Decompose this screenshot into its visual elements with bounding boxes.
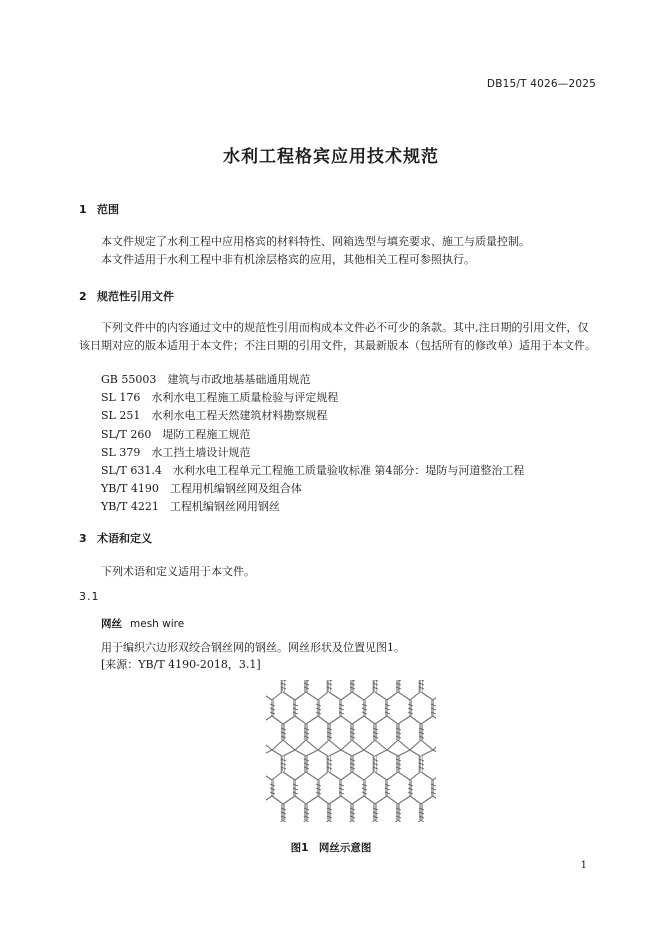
reference-item: SL 251 水利水电工程天然建筑材料勘察规程 <box>101 409 328 423</box>
section-number: 3 <box>79 532 87 545</box>
document-title: 水利工程格宾应用技术规范 <box>223 147 439 167</box>
paragraph: 本文件适用于水利工程中非有机涂层格宾的应用，其他相关工程可参照执行。 <box>101 253 475 266</box>
document-code: DB15/T 4026—2025 <box>486 78 596 90</box>
reference-item: SL 379 水工挡土墙设计规范 <box>101 445 251 459</box>
term-name-en: mesh wire <box>130 618 185 630</box>
term-number: 3.1 <box>79 590 100 603</box>
reference-list <box>101 371 524 517</box>
figure-1 <box>266 680 436 822</box>
term-name-cn: 网丝 <box>101 618 122 630</box>
term-definition: 用于编织六边形双绞合钢丝网的钢丝。网丝形状及位置见图1。 <box>101 641 405 654</box>
section-number: 1 <box>79 203 87 216</box>
figure-caption: 图1 网丝示意图 <box>290 842 372 854</box>
reference-item: YB/T 4190 工程用机编钢丝网及组合体 <box>101 482 302 496</box>
section-title: 范围 <box>97 203 119 216</box>
hexagonal-wire-mesh-icon <box>266 680 436 822</box>
section-3-heading <box>79 530 152 546</box>
reference-item: SL/T 631.4 水利水电工程单元工程施工质量验收标准 第4部分：堤防与河道整治工程 <box>101 464 525 478</box>
section-title: 规范性引用文件 <box>97 290 174 303</box>
page-number: 1 <box>580 860 587 871</box>
reference-item: YB/T 4221 工程机编钢丝网用钢丝 <box>101 500 280 514</box>
section-title: 术语和定义 <box>97 532 152 545</box>
term-heading <box>101 616 184 631</box>
reference-item: GB 55003 建筑与市政地基基础通用规范 <box>101 373 311 386</box>
section-1-heading <box>79 201 119 217</box>
reference-item: SL 176 水利水电工程施工质量检验与评定规程 <box>101 391 339 405</box>
reference-item: SL/T 260 堤防工程施工规范 <box>101 427 251 441</box>
paragraph: 本文件规定了水利工程中应用格宾的材料特性、网箱选型与填充要求、施工与质量控制。 <box>101 235 530 248</box>
section-number: 2 <box>79 290 87 303</box>
paragraph: 下列术语和定义适用于本文件。 <box>101 565 255 578</box>
section-2-heading <box>79 288 174 304</box>
paragraph: 下列文件中的内容通过文中的规范性引用而构成本文件必不可少的条款。其中,注日期的引用文件，仅该日期对应的版本适用于本文件；不注日期的引用文件，其最新版本（包括所有的修改单）适用于本文件。 <box>79 321 596 352</box>
term-source: [来源：YB/T 4190-2018，3.1] <box>101 658 261 671</box>
